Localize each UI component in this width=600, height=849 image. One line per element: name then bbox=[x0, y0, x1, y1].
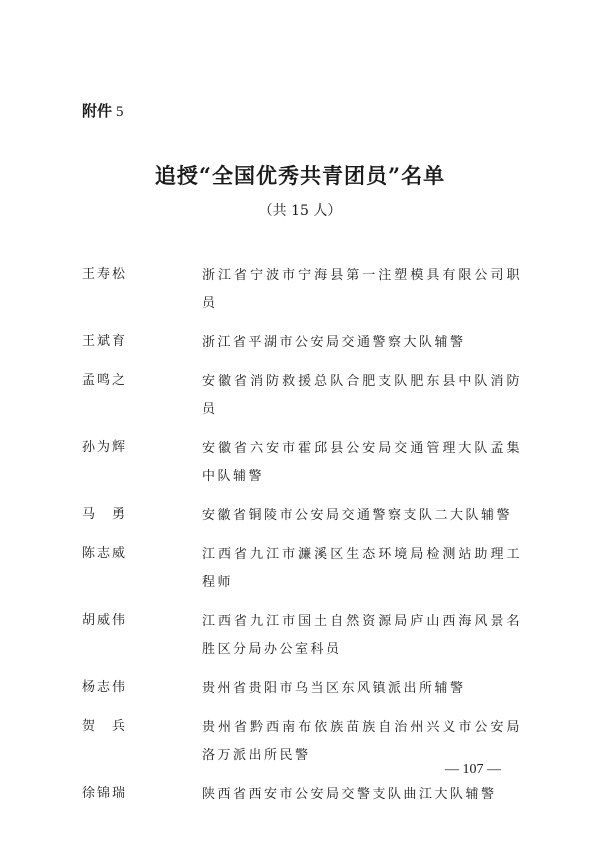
honoree-name: 王寿松 bbox=[82, 267, 128, 282]
list-item bbox=[82, 608, 528, 664]
attachment-number: 5 bbox=[116, 104, 124, 120]
list-item bbox=[82, 435, 528, 491]
list-item bbox=[82, 502, 528, 530]
honoree-name: 贺 兵 bbox=[82, 719, 128, 734]
list-item bbox=[82, 541, 528, 597]
honoree-name: 孟鸣之 bbox=[82, 373, 128, 388]
document-title: 追授“全国优秀共青团员”名单 bbox=[154, 163, 446, 188]
honoree-name: 胡威伟 bbox=[82, 613, 128, 628]
honoree-unit: 贵州省贵阳市乌当区东风镇派出所辅警 bbox=[202, 681, 466, 696]
attachment-label-text: 附件 bbox=[82, 102, 113, 120]
list-item bbox=[82, 781, 528, 809]
honoree-list bbox=[82, 262, 528, 820]
list-item bbox=[82, 368, 528, 424]
honoree-name: 王斌育 bbox=[82, 334, 128, 349]
attachment-label bbox=[82, 100, 124, 121]
honoree-unit: 贵州省黔西南布依族苗族自治州兴义市公安局洛万派出所民警 bbox=[202, 720, 522, 763]
list-item bbox=[82, 329, 528, 357]
list-item bbox=[82, 675, 528, 703]
honoree-name: 陈志威 bbox=[82, 546, 128, 561]
honoree-unit: 安徽省六安市霍邱县公安局交通管理大队孟集中队辅警 bbox=[202, 441, 522, 484]
honoree-unit: 安徽省铜陵市公安局交通警察支队二大队辅警 bbox=[202, 508, 513, 523]
list-item bbox=[82, 262, 528, 318]
honoree-name: 徐锦瑞 bbox=[82, 786, 128, 801]
honoree-unit: 陕西省西安市公安局交警支队曲江大队辅警 bbox=[202, 787, 497, 802]
honoree-unit: 江西省九江市国土自然资源局庐山西海风景名胜区分局办公室科员 bbox=[202, 614, 522, 657]
document-subtitle: （共 15 人） bbox=[258, 203, 342, 219]
honoree-unit: 安徽省消防救援总队合肥支队肥东县中队消防员 bbox=[202, 374, 522, 417]
honoree-name: 杨志伟 bbox=[82, 680, 128, 695]
page-number: — 107 — bbox=[445, 762, 501, 777]
honoree-name: 马 勇 bbox=[82, 507, 128, 522]
honoree-unit: 江西省九江市濂溪区生态环境局检测站助理工程师 bbox=[202, 547, 522, 590]
honoree-unit: 浙江省宁波市宁海县第一注塑模具有限公司职员 bbox=[202, 268, 522, 311]
honoree-name: 孙为辉 bbox=[82, 440, 128, 455]
honoree-unit: 浙江省平湖市公安局交通警察大队辅警 bbox=[202, 335, 466, 350]
